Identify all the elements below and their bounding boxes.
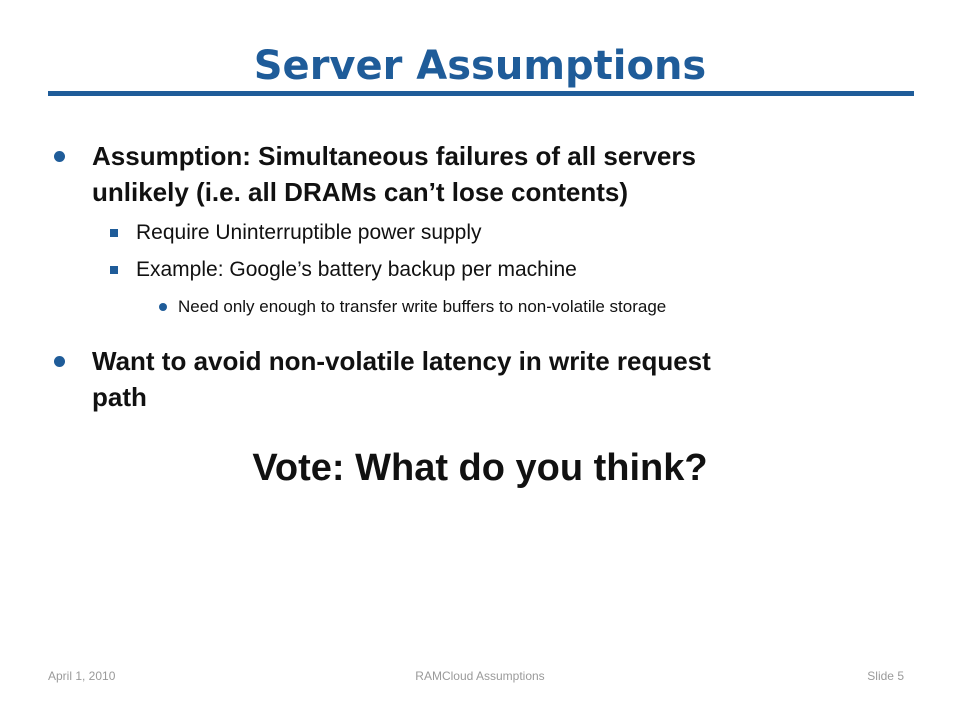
slide-title: Server Assumptions (253, 43, 707, 89)
sub-sub-bullet-dot-icon (159, 303, 167, 311)
bullet-2-line-2: path (92, 382, 147, 412)
vote-callout: Vote: What do you think? (252, 447, 708, 489)
sub-bullet-square-icon (110, 229, 118, 237)
footer-slide-number: Slide 5 (867, 669, 904, 683)
bullet-dot-icon (54, 151, 65, 162)
bullet-dot-icon (54, 356, 65, 367)
footer-title: RAMCloud Assumptions (415, 669, 545, 683)
bullet-1-line-1: Assumption: Simultaneous failures of all servers (92, 141, 696, 171)
bullet-1-line-2: unlikely (i.e. all DRAMs can’t lose contents) (92, 177, 629, 207)
sub-bullet-2: Example: Google’s battery backup per machine (136, 258, 577, 281)
bullet-2-line-1: Want to avoid non-volatile latency in write request (92, 346, 711, 376)
sub-sub-bullet-1: Need only enough to transfer write buffers to non-volatile storage (178, 297, 667, 316)
sub-bullet-1: Require Uninterruptible power supply (136, 221, 482, 244)
footer-date: April 1, 2010 (48, 669, 116, 683)
sub-bullet-square-icon (110, 266, 118, 274)
